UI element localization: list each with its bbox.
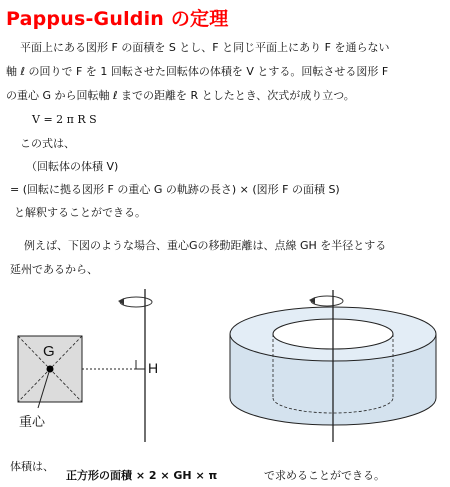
explanation-line-1: この式は、 <box>20 137 75 150</box>
paragraph-line-3: の重心 G から回転軸 ℓ までの距離を R としたとき、次式が成り立つ。 <box>6 89 355 102</box>
centroid-point <box>47 366 54 373</box>
paragraph-line-1: 平面上にある図形 F の面積を S とし、F と同じ平面上にあり F を通らない <box>20 41 390 54</box>
label-g: G <box>43 343 55 360</box>
formula: V = 2 π R S <box>32 113 97 126</box>
rotation-arrow-icon-right <box>309 296 343 306</box>
example-line-2: 延州であるから、 <box>10 263 98 276</box>
explanation-line-2: （回転体の体積 V) <box>26 160 119 173</box>
paragraph-line-2: 軸 ℓ の回りで F を 1 回転させた回転体の体積を V とする。回転させる図形 F <box>6 65 389 78</box>
rotation-arrow-icon-left <box>118 297 152 307</box>
answer-formula: 正方形の面積 × 2 × GH × π <box>66 469 218 482</box>
explanation-line-3: = (回転に拠る図形 F の重心 G の軌跡の長さ) × (図形 F の面積 S) <box>10 183 340 196</box>
example-line-1: 例えば、下図のような場合、重心Gの移動距離は、点線 GH を半径とする <box>24 239 387 252</box>
explanation-line-4: と解釈することができる。 <box>14 206 146 219</box>
page-title: Pappus-Guldin の定理 <box>6 8 229 30</box>
label-h: H <box>148 360 159 376</box>
right-angle-mark <box>136 360 145 369</box>
label-centroid: 重心 <box>19 414 46 429</box>
answer-suffix: で求めることができる。 <box>264 469 385 482</box>
answer-prefix: 体積は、 <box>10 460 54 473</box>
